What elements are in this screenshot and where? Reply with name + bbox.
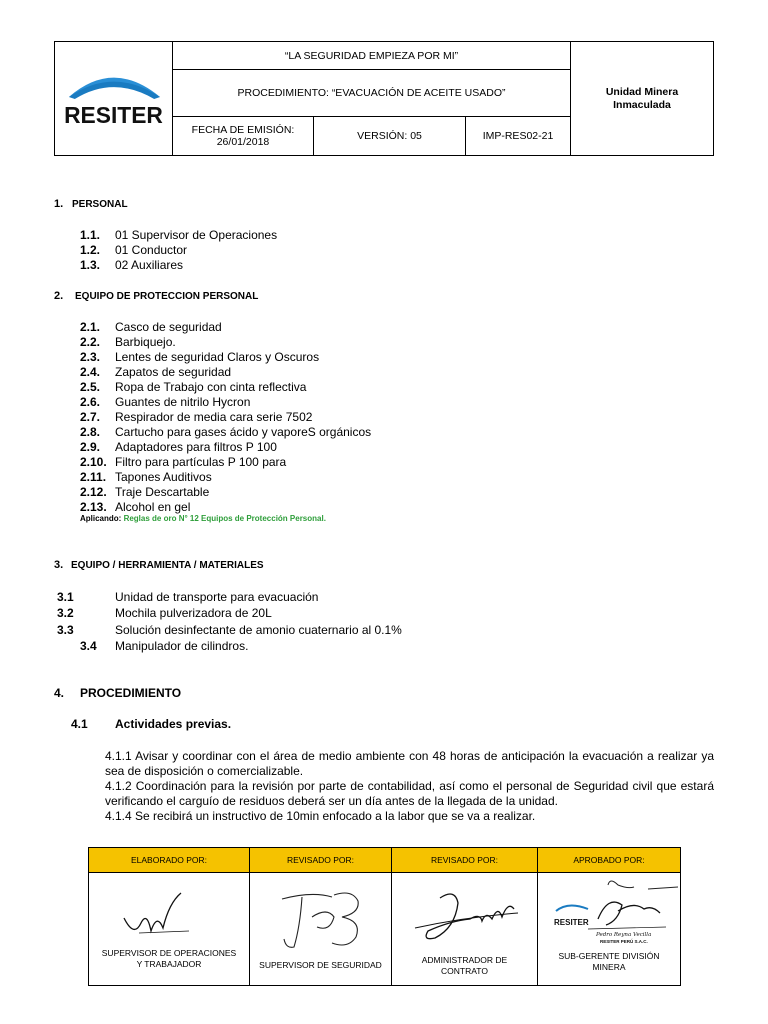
logo-text: RESITER <box>64 101 163 128</box>
signature-table <box>88 847 681 986</box>
list-item-number: 1.2. <box>80 243 101 257</box>
list-item-text: Respirador de media cara serie 7502 <box>115 410 313 424</box>
list-item-text: 01 Conductor <box>115 243 188 257</box>
applying-label: Aplicando <box>80 514 119 523</box>
sig-cell-revisado-2 <box>392 873 538 985</box>
unit-line-1: Unidad Minera <box>605 85 679 98</box>
list-item <box>80 639 680 654</box>
list-item-text: Tapones Auditivos <box>115 470 212 484</box>
list-item <box>57 623 657 638</box>
signature-2-icon <box>272 887 372 957</box>
applying-note: Aplicando: Reglas de oro N° 12 Equipos de Protección Personal. <box>80 514 326 523</box>
signature-3-icon <box>410 883 520 948</box>
unit-line-2: Inmaculada <box>613 98 671 111</box>
sig-cell-revisado-1 <box>250 873 392 985</box>
sig-role-3-line-2: CONTRATO <box>441 966 488 976</box>
list-item-text: Adaptadores para filtros P 100 <box>115 440 277 454</box>
mining-unit <box>571 42 713 155</box>
paragraph-4-1-4: 4.1.4 Se recibirá un instructivo de 10min enfocado a la labor que se va a realizar. <box>105 809 536 823</box>
list-item-text: Unidad de transporte para evacuación <box>115 590 319 604</box>
list-item-text: 01 Supervisor de Operaciones <box>115 228 278 242</box>
list-item-number: 2.1. <box>80 320 101 334</box>
list-item-text: Traje Descartable <box>115 485 210 499</box>
list-item <box>80 335 680 350</box>
list-item-number: 2.11. <box>80 470 107 484</box>
sig-header-aprobado: APROBADO POR: <box>538 848 680 873</box>
list-item-number: 1.1. <box>80 228 101 242</box>
document-code: IMP-RES02-21 <box>466 117 571 155</box>
list-item <box>80 455 680 470</box>
issue-date-label: FECHA DE EMISIÓN: <box>191 124 295 136</box>
section-3-title: EQUIPO / HERRAMIENTA / MATERIALES <box>71 560 264 571</box>
list-item-text: Lentes de seguridad Claros y Oscuros <box>115 350 320 364</box>
list-item-text: Zapatos de seguridad <box>115 365 232 379</box>
stamp-signature-icon <box>548 875 678 947</box>
subsection-4-1-number: 4.1 <box>71 717 88 731</box>
list-item-text: Cartucho para gases ácido y vaporeS orgánicos <box>115 425 372 439</box>
list-item-number: 3.4 <box>80 638 97 653</box>
list-item <box>80 470 680 485</box>
sig-role-4-line-2: MINERA <box>592 962 626 972</box>
sig-role-2-line-1: SUPERVISOR DE SEGURIDAD <box>259 960 382 970</box>
list-item-number: 2.4. <box>80 365 101 379</box>
sig-role-1-line-2: Y TRABAJADOR <box>136 959 202 969</box>
list-item <box>80 228 680 243</box>
list-item-text: Manipulador de cilindros. <box>115 638 249 653</box>
procedure-title: PROCEDIMIENTO: “EVACUACIÓN DE ACEITE USADO” <box>173 70 571 117</box>
list-item-text: Ropa de Trabajo con cinta reflectiva <box>115 380 307 394</box>
list-item <box>80 350 680 365</box>
sig-cell-aprobado <box>538 873 680 985</box>
resiter-logo-icon <box>55 42 172 155</box>
sig-header-revisado-1: REVISADO POR: <box>250 848 392 873</box>
section-4-number: 4. <box>54 686 65 700</box>
sig-header-elaborado: ELABORADO POR: <box>89 848 250 873</box>
list-item-number: 2.5. <box>80 380 101 394</box>
sig-role-3-line-1: ADMINISTRADOR DE <box>421 955 508 965</box>
list-item <box>57 590 657 605</box>
issue-date: 26/01/2018 <box>216 136 270 148</box>
section-1-number: 1. <box>54 198 64 210</box>
section-1-title: PERSONAL <box>72 199 128 210</box>
paragraph-4-1-1: 4.1.1 Avisar y coordinar con el área de medio ambiente con 48 horas de anticipación la evacuación a realizar ya sea de disposición o comercializable. <box>105 749 714 778</box>
section-3-number: 3. <box>54 559 64 571</box>
document-header <box>54 41 714 156</box>
list-item <box>80 380 680 395</box>
subsection-4-1-title: Actividades previas. <box>115 717 232 731</box>
list-item-number: 2.13. <box>80 500 107 514</box>
stamp-name: Pedro Reyna Vecilla <box>596 932 652 938</box>
list-item <box>80 258 680 273</box>
applying-text: Reglas de oro N° 12 Equipos de Protección Personal. <box>123 514 326 523</box>
list-item-number: 2.7. <box>80 410 101 424</box>
list-item-text: Casco de seguridad <box>115 320 222 334</box>
list-item-text: Solución desinfectante de amonio cuaternario al 0.1% <box>115 622 402 637</box>
list-item-number: 2.6. <box>80 395 101 409</box>
issue-date-cell <box>173 117 314 155</box>
list-item-text: Filtro para partículas P 100 para <box>115 455 287 469</box>
list-item <box>80 410 680 425</box>
list-item-text: 02 Auxiliares <box>115 258 184 272</box>
list-item-number: 3.2 <box>57 606 74 621</box>
sig-header-revisado-2: REVISADO POR: <box>392 848 538 873</box>
list-item <box>80 320 680 335</box>
list-item-number: 2.12. <box>80 485 107 499</box>
company-logo <box>55 42 173 155</box>
section-2-title: EQUIPO DE PROTECCION PERSONAL <box>75 291 259 302</box>
list-item <box>80 485 680 500</box>
list-item-text: Mochila pulverizadora de 20L <box>115 606 272 621</box>
list-item-number: 3.3 <box>57 622 74 637</box>
sig-role-4-line-1: SUB-GERENTE DIVISIÓN <box>558 951 660 961</box>
list-item <box>80 425 680 440</box>
paragraph-4-1-2: 4.1.2 Coordinación para la revisión por parte de contabilidad, así como el personal de Seguridad civil que estará verificando el carguío de residuos deberá ser un día antes de la llegada de la unidad. <box>105 779 714 808</box>
signature-1-icon <box>119 883 209 943</box>
list-item-text: Barbiquejo. <box>115 335 176 349</box>
list-item-number: 2.10. <box>80 455 107 469</box>
list-item-text: Alcohol en gel <box>115 500 191 514</box>
list-item-text: Guantes de nitrilo Hycron <box>115 395 251 409</box>
list-item-number: 1.3. <box>80 258 101 272</box>
list-item-number: 2.2. <box>80 335 101 349</box>
list-item-number: 2.8. <box>80 425 101 439</box>
list-item <box>80 395 680 410</box>
list-item <box>80 365 680 380</box>
list-item <box>80 243 680 258</box>
section-4-title: PROCEDIMIENTO <box>80 686 182 700</box>
list-item-number: 2.3. <box>80 350 101 364</box>
stamp-logo: RESITER <box>554 918 589 927</box>
list-item <box>57 606 657 621</box>
list-item <box>80 500 680 515</box>
list-item-number: 2.9. <box>80 440 101 454</box>
stamp-company: RESITER PERÚ S.A.C. <box>600 939 648 944</box>
section-2-number: 2. <box>54 290 64 302</box>
sig-cell-elaborado <box>89 873 250 985</box>
version: VERSIÓN: 05 <box>314 117 466 155</box>
list-item <box>80 440 680 455</box>
list-item-number: 3.1 <box>57 590 74 604</box>
sig-role-1-line-1: SUPERVISOR DE OPERACIONES <box>101 948 237 958</box>
slogan: “LA SEGURIDAD EMPIEZA POR MI” <box>173 42 571 70</box>
